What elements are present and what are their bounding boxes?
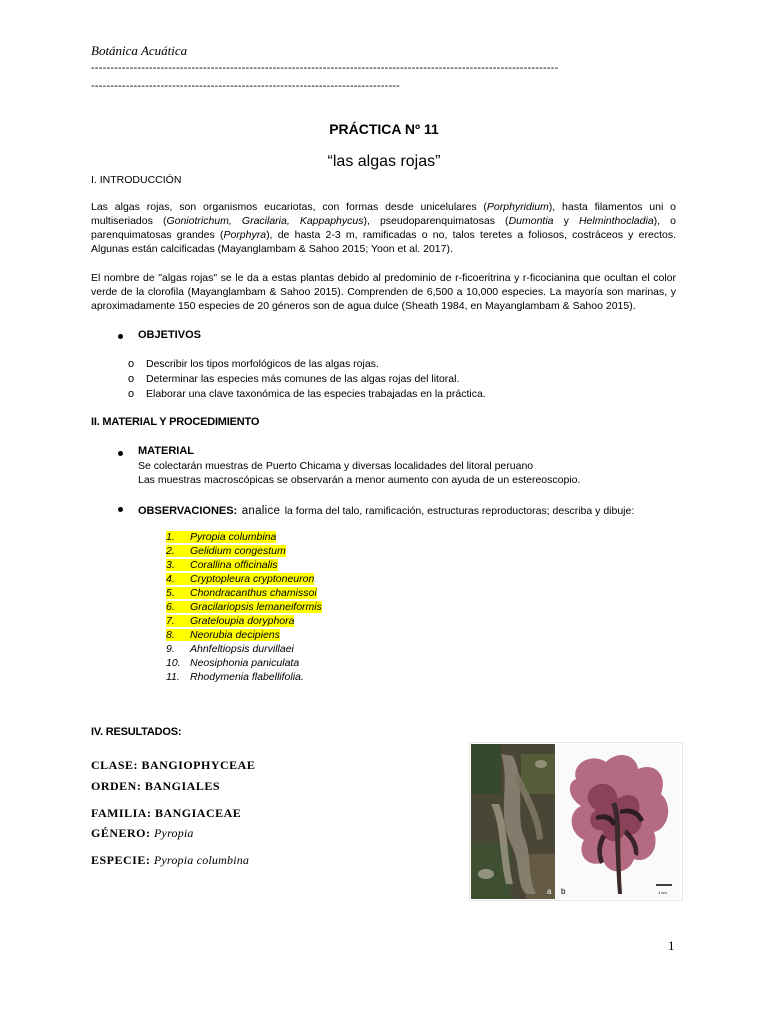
page-number: 1 <box>668 938 675 953</box>
material-label: MATERIAL <box>138 445 195 457</box>
species-item: 7. Grateloupia doryphora <box>166 615 295 627</box>
species-item: 3. Corallina officinalis <box>166 559 278 571</box>
species-item: 2. Gelidium congestum <box>166 545 286 557</box>
pyropia-thallus-illustration <box>556 744 680 899</box>
circle-bullet-icon: o <box>128 387 135 400</box>
seaweed-field-illustration <box>471 744 555 899</box>
species-item: 11. Rhodymenia flabellifolia. <box>166 671 304 683</box>
header-rule-continued: -------------------------------------------------------------------------------- <box>91 80 401 92</box>
objectives-list <box>128 356 486 401</box>
scale-label: 1 cm <box>658 890 667 895</box>
bullet-icon <box>118 451 123 456</box>
objective-item: o Determinar las especies más comunes de las algas rojas del litoral. <box>128 372 460 385</box>
species-list <box>166 530 322 684</box>
taxonomy-species: ESPECIE: Pyropia columbina <box>91 853 250 867</box>
objectives-label: OBJETIVOS <box>138 329 201 341</box>
taxonomy-family: FAMILIA: BANGIACEAE <box>91 806 242 820</box>
specimen-figure <box>469 742 683 901</box>
taxonomy-genus: GÉNERO: Pyropia <box>91 826 194 840</box>
material-line-1: Se colectarán muestras de Puerto Chicama y diversas localidades del litoral peruano <box>138 460 534 472</box>
material-line-2: Las muestras macroscópicas se observarán a menor aumento con ayuda de un estereoscopio. <box>138 474 581 486</box>
bullet-icon <box>118 334 123 339</box>
specimen-photo <box>556 744 680 899</box>
observations-line: OBSERVACIONES: analice la forma del talo, ramificación, estructuras reproductoras; describa y dibuje: <box>138 505 635 517</box>
intro-paragraph-2: El nombre de "algas rojas" se le da a estas plantas debido al predominio de r-ficoeritrina y r-ficocianina que ocultan el color verde de la clorofila (Mayanglambam & Sahoo 2015). Comprenden de 6,500 a 10,000 especies. La mayoría son marinas, y aproximadamente 150 especies de 20 géneros son de agua dulce (Sheath 1984, en Mayanglambam & Sahoo 2015). <box>91 272 676 312</box>
species-item: 10. Neosiphonia paniculata <box>166 657 300 669</box>
observations-label: OBSERVACIONES: <box>138 505 238 517</box>
species-item: 5. Chondracanthus chamissoi <box>166 587 317 599</box>
practice-title: PRÁCTICA Nº 11 <box>329 121 439 137</box>
intro-paragraph-1: Las algas rojas, son organismos eucariotas, con formas desde unicelulares (Porphyridium), hasta filamentos uni o multiseriados (Goniotrichum, Gracilaria, Kappaphycus), pseudoparenquimatosas (Dumontia y Helminthocladia), o parenquimatosas grandes (Porphyra), de hasta 2-3 m, ramificadas o no, talos teretes a foliosos, costráceos y erectos. Algunas están calcificadas (Mayanglambam & Sahoo 2015; Yoon et al. 2017). <box>91 201 677 255</box>
intro-heading: I. INTRODUCCIÓN <box>91 174 182 186</box>
taxonomy-class: CLASE: BANGIOPHYCEAE <box>91 758 256 772</box>
species-item: 8. Neorubia decipiens <box>166 629 280 641</box>
practice-subtitle: “las algas rojas” <box>327 153 441 170</box>
figure-label-b: b <box>561 887 566 896</box>
bullet-icon <box>118 507 123 512</box>
results-heading: IV. RESULTADOS: <box>91 726 182 738</box>
taxonomy-order: ORDEN: BANGIALES <box>91 779 221 793</box>
field-photo <box>471 744 555 899</box>
header-rule: ------------------------------------------------------------------------------------------------------------------------- <box>91 62 559 74</box>
objective-item: o Describir los tipos morfológicos de las algas rojas. <box>128 357 379 370</box>
document-header: Botánica Acuática <box>91 43 188 58</box>
species-item: 1. Pyropia columbina <box>166 531 277 543</box>
material-heading: II. MATERIAL Y PROCEDIMIENTO <box>91 416 260 428</box>
figure-label-a: a <box>547 887 552 896</box>
objective-item: o Elaborar una clave taxonómica de las especies trabajadas en la práctica. <box>128 387 486 400</box>
species-item: 6. Gracilariopsis lemaneiformis <box>166 601 322 613</box>
circle-bullet-icon: o <box>128 372 135 385</box>
species-item: 4. Cryptopleura cryptoneuron <box>166 573 315 585</box>
circle-bullet-icon: o <box>128 357 135 370</box>
species-item: 9. Ahnfeltiopsis durvillaei <box>166 643 294 655</box>
